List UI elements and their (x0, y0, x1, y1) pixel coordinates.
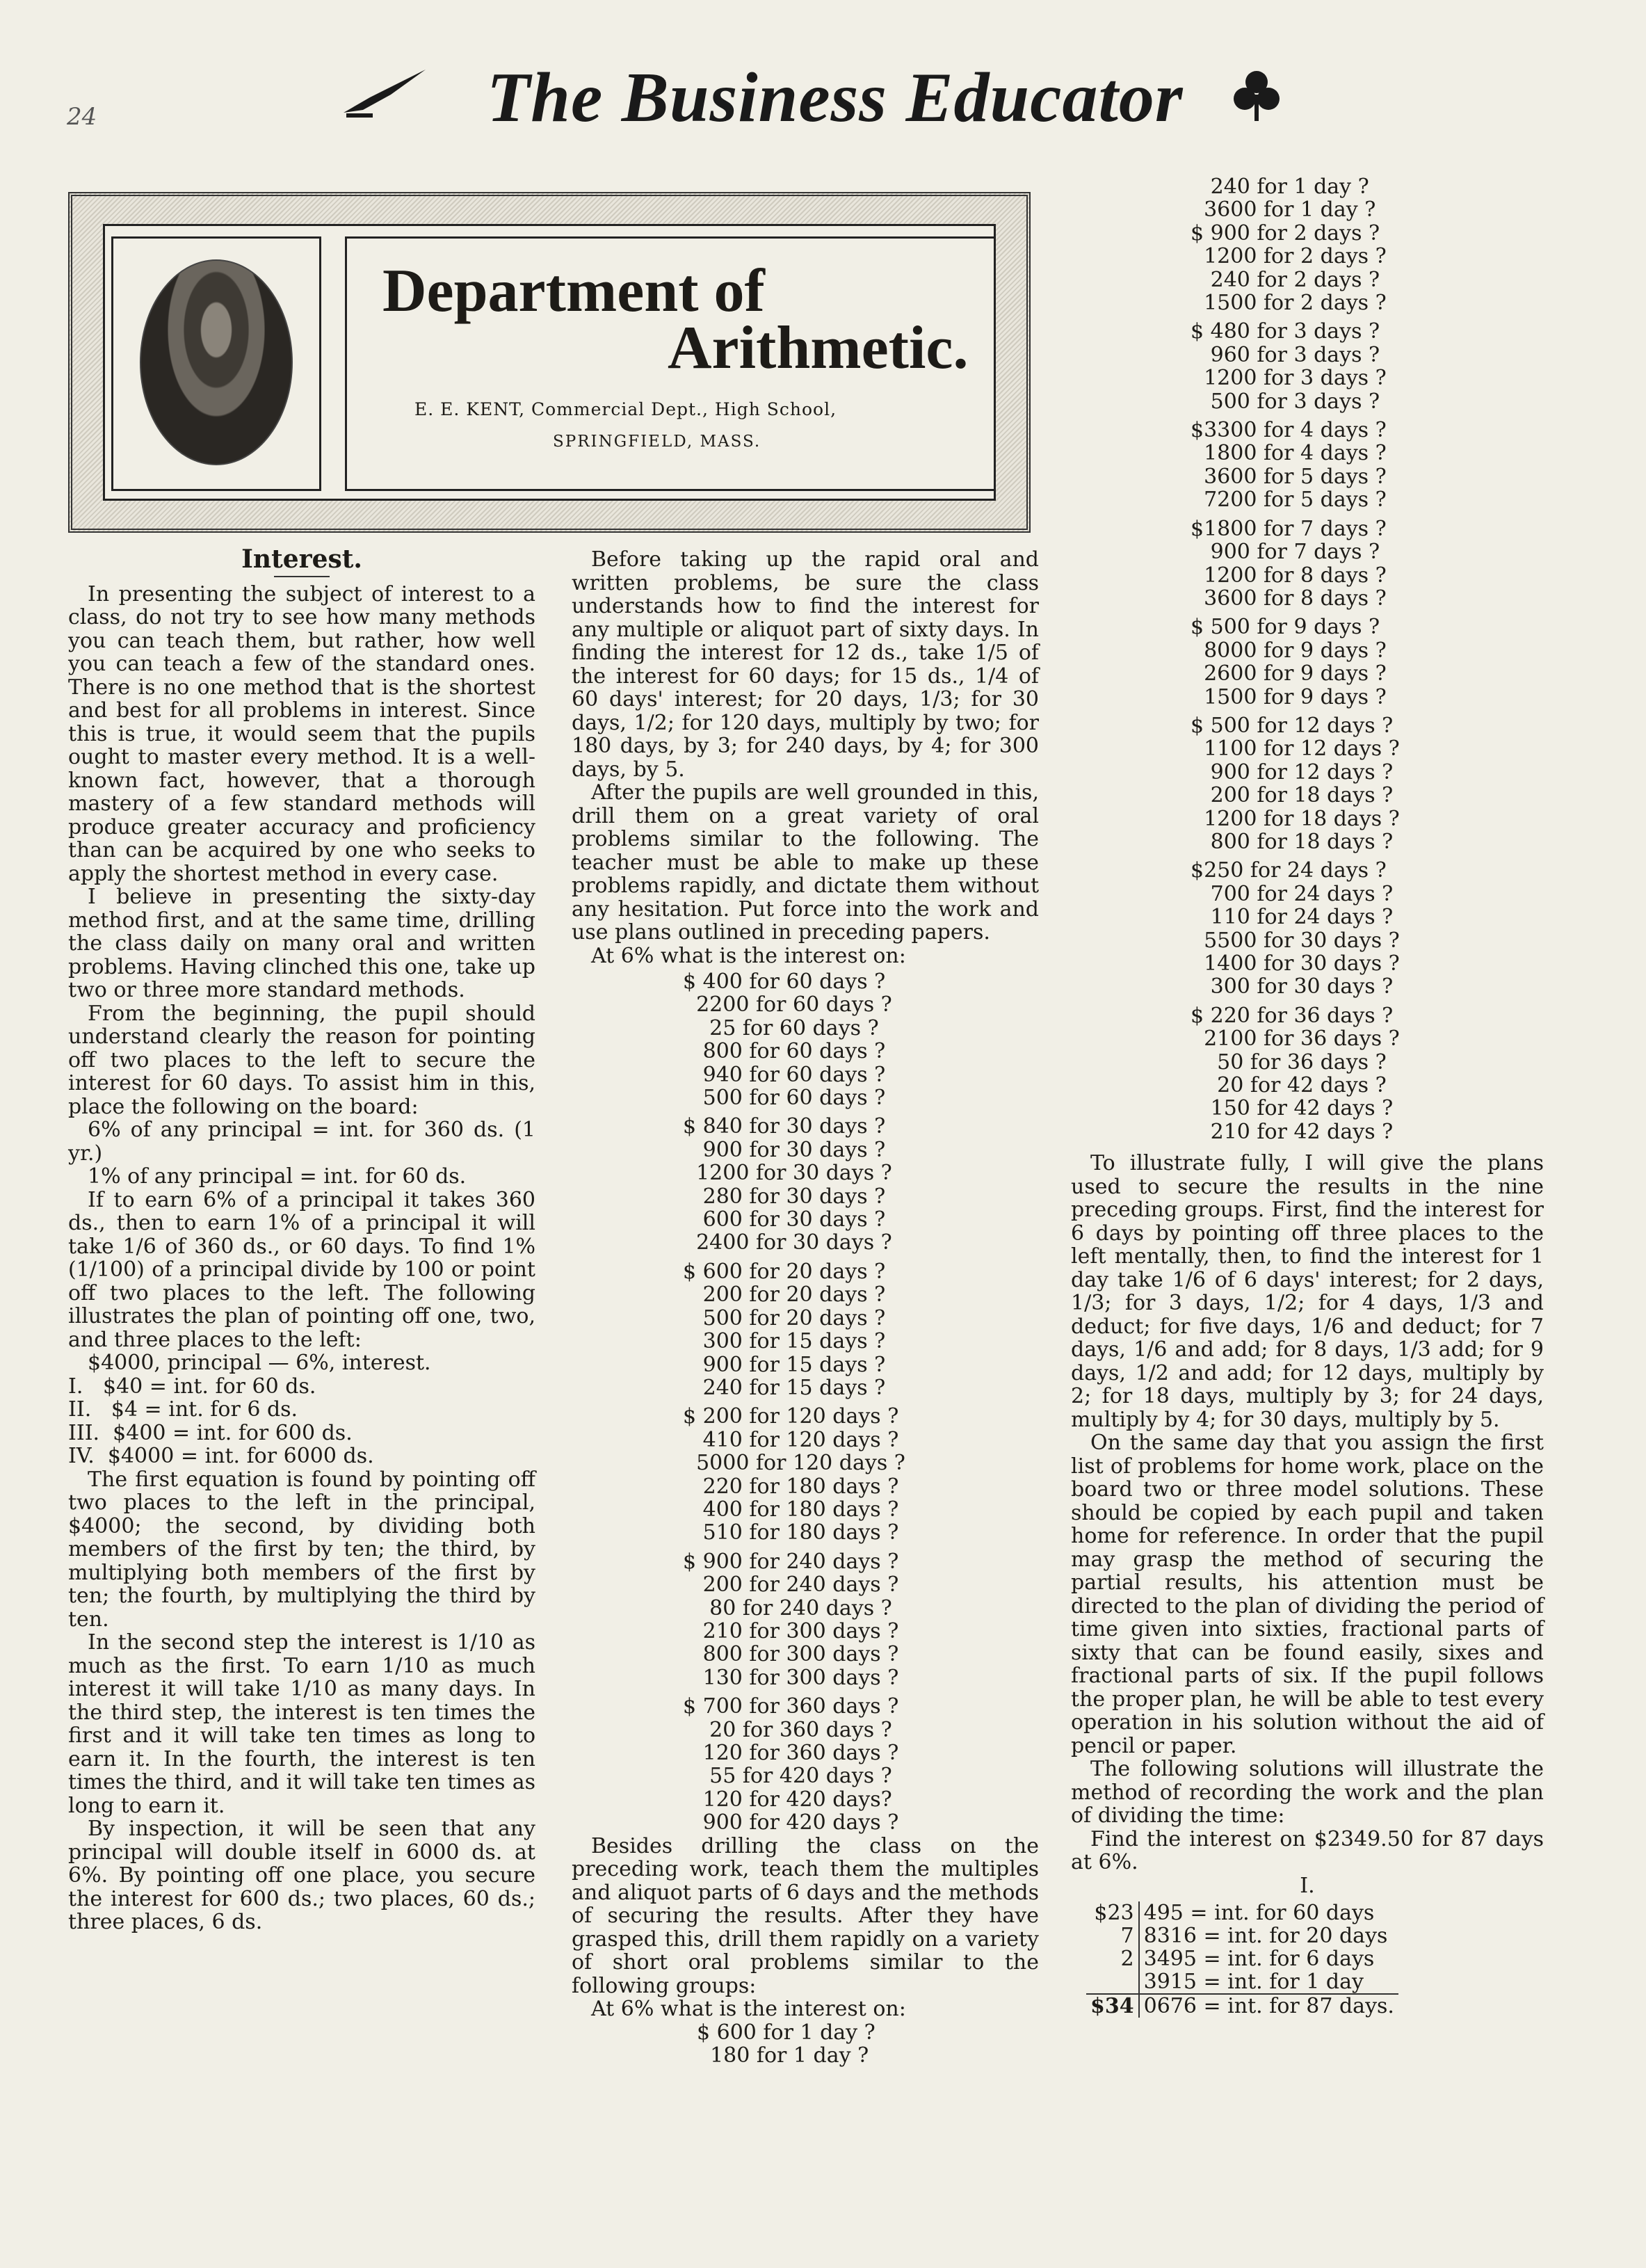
problem-line: $ 500 for 12 days ? (1191, 713, 1394, 738)
step-line: I. $40 = int. for 60 ds. (68, 1374, 316, 1399)
problem-line: 600 for 30 days ? (683, 1207, 886, 1232)
problem-line: 900 for 420 days ? (683, 1810, 899, 1835)
solution-row (1086, 1924, 1398, 1947)
problem-line: 3600 for 1 day ? (1191, 198, 1376, 223)
paragraph: The first equation is found by pointing off two places to the left in the principal, $4000; the second, by dividing both members of the first by ten; the third, by multiplying both members of the first by ten; the fourth, by multiplying the third by ten. (68, 1467, 535, 1632)
formula-line: $4000, principal — 6%, interest. (88, 1351, 431, 1375)
problem-line: 7200 for 5 days ? (1191, 488, 1387, 513)
problem-line: 55 for 420 days ? (683, 1764, 892, 1789)
paragraph: By inspection, it will be seen that any principal will double itself in 6000 ds. at 6%. By pointing off one place, you secure the interest for 600 ds.; two places, 60 ds.; three places, 6 ds. (68, 1817, 535, 1934)
solution-dollars (1086, 1970, 1140, 1993)
paragraph: In the second step the interest is 1/10 as much as the first. To earn 1/10 as much interest it will take 1/10 as many days. In the third step, the interest is ten times the first and it will take ten times as long to earn it. In the fourth, the interest is ten times the third, and it will take ten times as long to earn it. (68, 1630, 535, 1818)
formula-line: 6% of any principal = int. for 360 ds. (1 yr.) (68, 1118, 535, 1166)
paragraph: Before taking up the rapid oral and written problems, be sure the class understands how to find the interest for any multiple or aliquot part of sixty days. In finding the interest for 12 ds., take 1/5 of the interest for 60 days; for 15 ds., 1/4 of 60 days' interest; for 20 days, 1/3; for 30 days, 1/2; for 120 days, multiply by two; for 180 days, by 3; for 240 days, by 4; for 300 days, by 5. (572, 547, 1039, 782)
solution-dollars: $23 (1086, 1901, 1140, 1924)
problem-line: 1100 for 12 days ? (1191, 737, 1400, 762)
problem-line: 410 for 120 days ? (683, 1427, 899, 1452)
paragraph: On the same day that you assign the first list of problems for home work, place on the board two or three model solutions. These should be copied by each pupil and taken home for reference. In order that the pupil may grasp the method of securing the partial results, his attention must be directed to the plan of dividing the period of time given into sixties, fractional parts of sixty that can be found easily, sixes and fractional parts of six. If the pupil follows the proper plan, he will be able to test every operation in his solution without the aid of pencil or paper. (1071, 1431, 1544, 1758)
paragraph: At 6% what is the interest on: (591, 943, 906, 968)
problem-line: $ 220 for 36 days ? (1191, 1003, 1394, 1028)
problem-line: 25 for 60 days ? (683, 1015, 879, 1040)
department-title-line2: Arithmetic. (668, 314, 969, 382)
column-2 (572, 548, 1039, 2067)
problem-line: 180 for 1 day ? (697, 2043, 869, 2068)
problem-line: 900 for 12 days ? (1191, 759, 1394, 785)
problem-line: 1500 for 9 days ? (1191, 684, 1387, 709)
solution-dollars: 7 (1086, 1924, 1140, 1947)
problem-line: 110 for 24 days ? (1191, 905, 1394, 930)
department-title-line1: Department of (382, 257, 765, 325)
problem-line: 1400 for 30 days ? (1191, 951, 1400, 976)
problem-line: 1800 for 4 days ? (1191, 441, 1387, 466)
solution-dollars: 2 (1086, 1947, 1140, 1970)
problem-line: 240 for 15 days ? (683, 1375, 886, 1400)
problem-line: 200 for 20 days ? (683, 1282, 886, 1308)
paragraph: In presenting the subject of interest to a class, do not try to see how many methods you can teach them, but rather, how well you can teach a few of the standard ones. There is no one method that is the shortest and best for all problems in interest. Since this is true, it would seem that the pupils ought to master every method. It is a well-known fact, however, that a thorough mastery of a few standard methods will produce greater accuracy and proficiency than can be acquired by one who seeks to apply the shortest method in every case. (68, 581, 535, 886)
solution-row (1086, 1970, 1398, 1993)
portrait-photo (140, 259, 293, 465)
problem-line: $ 500 for 9 days ? (1191, 615, 1380, 640)
solution-result: 3915 = int. for 1 day (1143, 1970, 1364, 1994)
solution-total-result: 0676 = int. for 87 days. (1140, 1993, 1398, 2018)
problem-line: 900 for 7 days ? (1191, 540, 1380, 565)
problem-line: 150 for 42 days ? (1191, 1096, 1394, 1121)
problem-line: 400 for 180 days ? (683, 1497, 899, 1522)
problem-line: 900 for 15 days ? (683, 1352, 886, 1377)
problem-line: 200 for 240 days ? (683, 1573, 899, 1598)
paragraph: At 6% what is the interest on: (591, 1997, 906, 2022)
solution-total-row (1086, 1993, 1398, 2018)
problem-line: 3600 for 8 days ? (1191, 586, 1387, 611)
problem-line: 240 for 1 day ? (1191, 175, 1369, 199)
solution-result: 495 = int. for 60 days (1143, 1901, 1375, 1925)
author-byline: E. E. KENT, Commercial Dept., High School, (414, 399, 837, 419)
problem-list-1 (683, 970, 1039, 1835)
problem-line: 1200 for 30 days ? (683, 1161, 892, 1186)
problem-line: 5500 for 30 days ? (1191, 928, 1400, 953)
problem-list-2-start (697, 2021, 1039, 2068)
step-line: IV. $4000 = int. for 6000 ds. (68, 1444, 374, 1468)
paragraph: The following solutions will illustrate the method of recording the work and the plan of dividing the time: (1071, 1757, 1544, 1828)
problem-line: 20 for 360 days ? (683, 1717, 892, 1742)
paragraph: From the beginning, the pupil should understand clearly the reason for pointing off two places to the left to secure the interest for 60 days. To assist him in this, place the following on the board: (68, 1001, 535, 1119)
problem-line: 3600 for 5 days ? (1191, 464, 1387, 489)
problem-line: $ 400 for 60 days ? (683, 970, 886, 994)
problem-line: $1800 for 7 days ? (1191, 516, 1387, 541)
problem-line: 300 for 30 days ? (1191, 974, 1394, 999)
solution-label: I. (1300, 1873, 1315, 1898)
solution-row (1086, 1947, 1398, 1970)
author-location: SPRINGFIELD, MASS. (553, 433, 761, 451)
solution-row (1086, 1901, 1398, 1924)
problem-list-2 (1191, 175, 1400, 1143)
problem-line: 20 for 42 days ? (1191, 1073, 1387, 1098)
problem-line: $3300 for 4 days ? (1191, 418, 1387, 443)
problem-line: $250 for 24 days ? (1191, 858, 1387, 883)
problem-line: $ 840 for 30 days ? (683, 1114, 886, 1139)
problem-line: 120 for 360 days ? (683, 1741, 899, 1765)
problem-line: 280 for 30 days ? (683, 1184, 886, 1209)
problem-line: 8000 for 9 days ? (1191, 638, 1387, 663)
problem-line: 1500 for 2 days ? (1191, 291, 1387, 316)
problem-line: 800 for 300 days ? (683, 1642, 899, 1667)
problem-line: 500 for 20 days ? (683, 1305, 886, 1330)
masthead-title: The Business Educator (487, 58, 1184, 137)
problem-line: 510 for 180 days ? (683, 1520, 899, 1545)
paragraph: I believe in presenting the sixty-day method first, and at the same time, drilling the class daily on many oral and written problems. Having clinched this one, take up two or three more standard methods. (68, 885, 535, 1002)
problem-line: $ 900 for 240 days ? (683, 1549, 899, 1574)
problem-line: $ 700 for 360 days ? (683, 1694, 899, 1719)
column-1 (68, 545, 535, 1934)
solution-result: 3495 = int. for 6 days (1143, 1947, 1375, 1971)
problem-line: 210 for 42 days ? (1191, 1119, 1394, 1144)
author-portrait (111, 236, 321, 491)
problem-line: 1200 for 2 days ? (1191, 244, 1387, 269)
problem-line: 500 for 60 days ? (683, 1086, 886, 1111)
article-heading: Interest. (241, 545, 362, 574)
problem-line: 1200 for 8 days ? (1191, 563, 1387, 588)
solution-total-dollars: $34 (1086, 1993, 1140, 2018)
step-line: III. $400 = int. for 600 ds. (68, 1420, 353, 1445)
problem-line: $ 900 for 2 days ? (1191, 220, 1380, 246)
step-line: II. $4 = int. for 6 ds. (68, 1397, 298, 1422)
paragraph: After the pupils are well grounded in this, drill them on a great variety of oral problems similar to the following. The teacher must be able to make up these problems rapidly, and dictate them without any hesitation. Put force into the work and use plans outlined in preceding papers. (572, 780, 1039, 944)
problem-line: 210 for 300 days ? (683, 1618, 899, 1643)
ornament-icon (1231, 67, 1282, 122)
problem-line: $ 200 for 120 days ? (683, 1404, 899, 1429)
problem-line: 80 for 240 days ? (683, 1595, 892, 1620)
problem-line: 2200 for 60 days ? (683, 992, 892, 1018)
problem-line: 800 for 60 days ? (683, 1039, 886, 1064)
problem-line: 900 for 30 days ? (683, 1137, 886, 1162)
problem-line: 960 for 3 days ? (1191, 342, 1380, 367)
formula-line: 1% of any principal = int. for 60 ds. (88, 1164, 467, 1189)
problem-line: 800 for 18 days ? (1191, 829, 1394, 854)
problem-line: 2400 for 30 days ? (683, 1230, 892, 1255)
problem-line: 5000 for 120 days ? (683, 1451, 905, 1476)
problem-line: $ 600 for 1 day ? (697, 2020, 876, 2045)
paragraph: Find the interest on $2349.50 for 87 days at 6%. (1071, 1826, 1544, 1874)
paragraph: If to earn 6% of a principal it takes 360 ds., then to earn 1% of a principal it will take 1/6 of 360 ds., or 60 days. To find 1% (1/100) of a principal divide by 100 or point off two places to the left. The following illustrates the plan of pointing off one, two, and three places to the left: (68, 1187, 535, 1352)
problem-line: 220 for 180 days ? (683, 1474, 899, 1499)
page-number: 24 (67, 103, 97, 131)
problem-line: 200 for 18 days ? (1191, 783, 1394, 808)
problem-line: $ 600 for 20 days ? (683, 1259, 886, 1284)
quill-pen-icon (342, 67, 428, 118)
problem-line: 240 for 2 days ? (1191, 267, 1380, 292)
problem-line: 700 for 24 days ? (1191, 881, 1394, 906)
problem-line: 500 for 3 days ? (1191, 389, 1380, 414)
problem-line: 120 for 420 days? (683, 1787, 892, 1812)
problem-line: 2600 for 9 days ? (1191, 661, 1387, 686)
solution-result: 8316 = int. for 20 days (1143, 1924, 1388, 1948)
paragraph: To illustrate fully, I will give the plans used to secure the results in the nine preceding groups. First, find the interest for 6 days by pointing off three places to the left mentally, then, to find the interest for 1 day take 1/6 of 6 days' interest; for 2 days, 1/3; for 3 days, 1/2; for 4 days, 1/3 and deduct; for five days, 1/6 and deduct; for 7 days, 1/6 and add; for 8 days, 1/3 add; for 9 days, 1/2 and add; for 12 days, multiply by 2; for 18 days, multiply by 3; for 24 days, multiply by 4; for 30 days, multiply by 5. (1071, 1151, 1544, 1432)
problem-line: 2100 for 36 days ? (1191, 1027, 1400, 1052)
problem-line: 130 for 300 days ? (683, 1665, 899, 1690)
problem-line: 940 for 60 days ? (683, 1062, 886, 1087)
column-3 (1071, 1152, 1544, 2018)
solution-table (1086, 1901, 1398, 2018)
problem-line: $ 480 for 3 days ? (1191, 319, 1380, 344)
problem-line: 300 for 15 days ? (683, 1329, 886, 1354)
problem-line: 50 for 36 days ? (1191, 1049, 1387, 1075)
problem-line: 1200 for 18 days ? (1191, 806, 1400, 831)
problem-line: 1200 for 3 days ? (1191, 366, 1387, 391)
paragraph: Besides drilling the class on the preceding work, teach them the multiples and aliquot parts of 6 days and the methods of securing the results. After they have grasped this, drill them rapidly on a variety of short oral problems similar to the following groups: (572, 1833, 1039, 1998)
